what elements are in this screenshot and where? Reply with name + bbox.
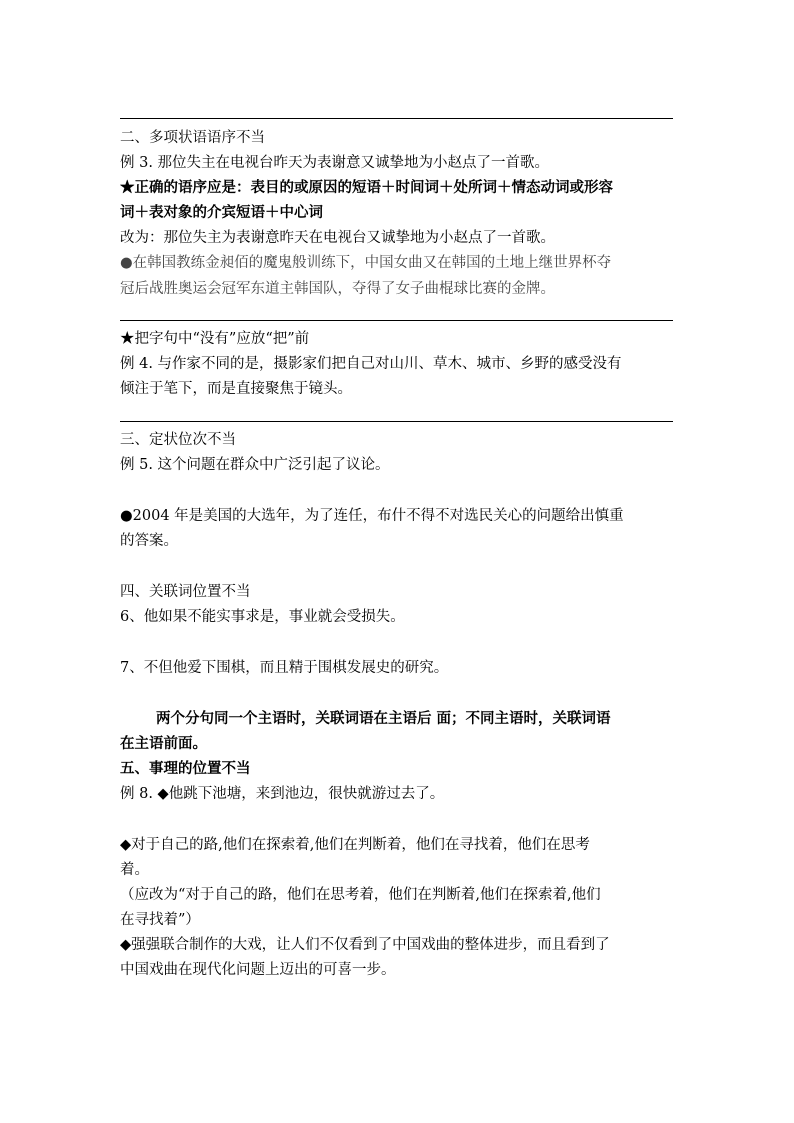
example-8: 例 8. ◆他跳下池塘，来到池边，很快就游过去了。 [120, 786, 445, 802]
bullet-korea-line2: 冠后战胜奥运会冠军东道主韩国队，夺得了女子曲棍球比赛的金牌。 [120, 281, 555, 297]
example-4-line2: 倾注于笔下，而是直接聚焦于镜头。 [120, 381, 352, 397]
correction-line: 改为：那位失主为表谢意昨天在电视台又诚挚地为小赵点了一首歌。 [120, 230, 555, 246]
diamond-item1-line2: 着。 [120, 862, 149, 878]
bullet-2004-line2: 的答案。 [120, 533, 178, 549]
rule-order-line1: ★正确的语序应是：表目的或原因的短语＋时间词＋处所词＋情态动词或形容 [120, 179, 613, 196]
example-4-line1: 例 4. 与作家不同的是，摄影家们把自己对山川、草木、城市、乡野的感受没有 [120, 356, 622, 372]
divider-top [120, 118, 673, 119]
divider-3 [120, 421, 673, 422]
conjunction-note-line2: 在主语前面。 [120, 735, 207, 752]
section3-heading: 三、定状位次不当 [120, 432, 236, 448]
fix-line1: （应改为“对于自己的路，他们在思考着，他们在判断着,他们在探索着,他们 [120, 887, 601, 903]
diamond-item2-line2: 中国戏曲在现代化问题上迈出的可喜一步。 [120, 962, 396, 978]
bullet-2004-line1: ●2004 年是美国的大选年，为了连任，布什不得不对选民关心的问题给出慎重 [120, 508, 624, 524]
diamond-item2-line1: ◆强强联合制作的大戏，让人们不仅看到了中国戏曲的整体进步，而且看到了 [120, 937, 610, 953]
section5-heading: 五、事理的位置不当 [120, 760, 251, 777]
ba-rule: ★把字句中“没有”应放“把”前 [120, 331, 310, 347]
rule-order-line2: 词＋表对象的介宾短语＋中心词 [120, 204, 323, 221]
section4-heading: 四、关联词位置不当 [120, 584, 251, 600]
conjunction-note-line1: 两个分句同一个主语时，关联词语在主语后 面；不同主语时，关联词语 [156, 710, 611, 727]
example-3: 例 3. 那位失主在电视台昨天为表谢意又诚挚地为小赵点了一首歌。 [120, 155, 550, 171]
divider-2 [120, 320, 673, 321]
item-7: 7、不但他爱下围棋，而且精于围棋发展史的研究。 [120, 660, 449, 676]
bullet-korea-line1: ●在韩国教练金昶佰的魔鬼般训练下，中国女曲又在韩国的土地上继世界杯夺 [120, 255, 612, 271]
diamond-item1-line1: ◆对于自己的路,他们在探索着,他们在判断着，他们在寻找着，他们在思考 [120, 837, 590, 853]
item-6: 6、他如果不能实事求是，事业就会受损失。 [120, 609, 405, 625]
fix-line2: 在寻找着”） [120, 912, 200, 928]
section2-heading: 二、多项状语语序不当 [120, 130, 265, 146]
example-5: 例 5. 这个问题在群众中广泛引起了议论。 [120, 457, 390, 473]
